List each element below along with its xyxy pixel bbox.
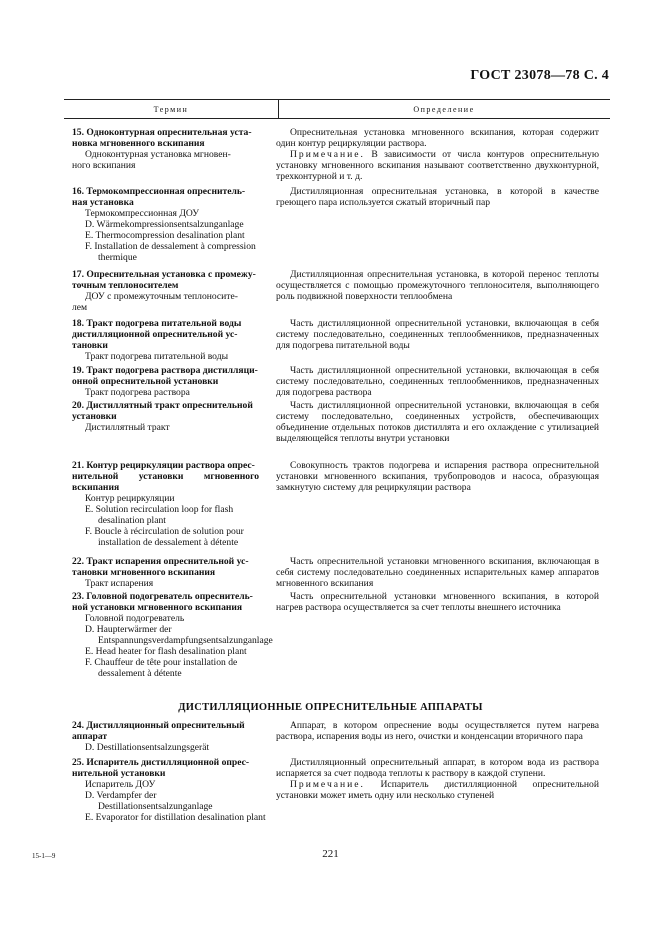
term-title: 17. Опреснительная установка с промежу- <box>72 269 256 280</box>
term-title: 22. Тракт испарения опреснительной ус- <box>72 556 249 567</box>
page-number: 221 <box>322 848 339 860</box>
definition-18 <box>276 318 599 351</box>
term-synonym: Дистиллятный тракт <box>85 422 170 433</box>
note-text: В зависимости от числа контуров опреснительную установку мгновенного вскипания называют соответственно двухконтурной, трехконтурной и т. д. <box>276 149 599 182</box>
term-title: тановки <box>72 340 108 351</box>
note-label: Примечание. <box>290 779 365 790</box>
term-title: 21. Контур рециркуляции раствора опрес- <box>72 460 255 471</box>
term-en: E. Head heater for flash desalination plant <box>85 646 247 657</box>
definition-text: Совокупность трактов подогрева и испарения раствора опреснительной установки мгновенного вскипания, трубопроводов и насоса, образующая замкнутую систему для рециркуляции раствора <box>276 460 599 493</box>
term-title: ная установка <box>72 197 134 208</box>
term-24 <box>72 720 272 753</box>
term-synonym: Тракт подогрева питательной воды <box>85 351 229 362</box>
definition-text: Часть дистилляционной опреснительной установки, включающая в себя систему последовательно, соединенных теплообменников, предназначенных для подогрева питательной воды <box>276 318 599 351</box>
term-20 <box>72 400 272 433</box>
definition-text: Часть дистилляционной опреснительной установки, включающая в себя систему последовательно, соединенных теплообменников, предназначенных для подогрева раствора <box>276 365 599 398</box>
definition-text: Дистилляционный опреснительный аппарат, в котором вода из раствора испаряется за счет подвода теплоты к раствору в каждой ступени. <box>276 757 599 779</box>
definition-text: Часть опреснительной установки мгновенного вскипания, включающая в себя систему последовательно соединенных испарительных камер аппаратов мгновенного вскипания <box>276 556 599 589</box>
column-header-term: Термин <box>153 105 189 114</box>
term-de: D. Verdampfer der Destillationsentsalzunganlage <box>85 790 213 812</box>
term-16 <box>72 186 272 263</box>
term-fr: F. Chauffeur de tête pour installation de dessalement à détente <box>85 657 238 679</box>
term-title: 15. Одноконтурная опреснительная уста- <box>72 127 252 138</box>
term-synonym: ного вскипания <box>72 160 136 171</box>
definition-15 <box>276 127 599 182</box>
term-en: E. Evaporator for distillation desalination plant <box>85 812 266 823</box>
term-title: дистилляционной опреснительной ус- <box>72 329 238 340</box>
term-title: 23. Головной подогреватель опреснитель- <box>72 591 253 602</box>
term-19 <box>72 365 272 398</box>
term-en: E. Solution recirculation loop for flash desalination plant <box>85 504 234 526</box>
term-en: E. Thermocompression desalination plant <box>85 230 245 241</box>
section-title: ДИСТИЛЛЯЦИОННЫЕ ОПРЕСНИТЕЛЬНЫЕ АППАРАТЫ <box>178 702 483 713</box>
term-title: 16. Термокомпрессионная опреснитель- <box>72 186 246 197</box>
term-fr: F. Boucle à récirculation de solution pour installation de dessalement à détente <box>85 526 244 548</box>
definition-21 <box>276 460 599 493</box>
term-title: вскипания <box>72 482 120 493</box>
term-title: онной опреснительной установки <box>72 376 219 387</box>
note-text: Испаритель дистилляционной опреснительной установки может иметь одну или несколько ступеней <box>276 779 599 801</box>
term-title: ной установки мгновенного вскипания <box>72 602 243 613</box>
definition-text: Опреснительная установка мгновенного вскипания, которая содержит один контур рециркуляции раствора. <box>276 127 599 149</box>
term-title: установки <box>72 411 117 422</box>
term-synonym: Головной подогреватель <box>85 613 185 624</box>
term-synonym: Тракт испарения <box>85 578 154 589</box>
definition-22 <box>276 556 599 589</box>
definition-text: Аппарат, в котором опреснение воды осуществляется путем нагрева раствора, испарения воды из него, очистки и конденсации вторичного пара <box>276 720 599 742</box>
term-synonym: Тракт подогрева раствора <box>85 387 190 398</box>
term-de: D. Haupterwärmer der Entspannungsverdampfungsentsalzunganlage <box>85 624 273 646</box>
term-title: 20. Дистиллятный тракт опреснительной <box>72 400 253 411</box>
note <box>276 779 599 801</box>
term-21 <box>72 460 272 548</box>
definition-text: Дистилляционная опреснительная установка, в которой перенос теплоты осуществляется с помощью промежуточного теплоносителя, выполняющего роль подвижной поверхности теплообмена <box>276 269 599 302</box>
definition-19 <box>276 365 599 398</box>
footer-code: 15-1—9 <box>32 852 56 860</box>
term-title: аппарат <box>72 731 108 742</box>
definition-16 <box>276 186 599 208</box>
term-title: 24. Дистилляционный опреснительный <box>72 720 245 731</box>
term-title: новка мгновенного вскипания <box>72 138 205 149</box>
term-title: тановки мгновенного вскипания <box>72 567 216 578</box>
term-de: D. Wärmekompressionsentsalzunganlage <box>85 219 244 230</box>
definition-17 <box>276 269 599 302</box>
definition-25 <box>276 757 599 801</box>
term-title: нительной установки <box>72 768 166 779</box>
term-fr: F. Installation de dessalement à compression thermique <box>85 241 256 263</box>
term-synonym: лем <box>72 302 88 313</box>
term-synonym: Одноконтурная установка мгновен- <box>85 149 231 160</box>
term-23 <box>72 591 272 679</box>
term-17 <box>72 269 272 313</box>
term-synonym: Термокомпрессионная ДОУ <box>85 208 200 219</box>
column-header-definition: Определение <box>413 105 475 114</box>
definition-text: Дистилляционная опреснительная установка, в которой в качестве греющего пара используется сжатый вторичный пар <box>276 186 599 208</box>
term-22 <box>72 556 272 589</box>
term-title: 19. Тракт подогрева раствора дистилляци- <box>72 365 258 376</box>
definition-23 <box>276 591 599 613</box>
table-header <box>64 99 610 119</box>
term-title: точным теплоносителем <box>72 280 179 291</box>
definition-24 <box>276 720 599 742</box>
note <box>276 149 599 182</box>
term-18 <box>72 318 272 362</box>
term-title: нительной установки мгновенного <box>72 471 260 482</box>
term-synonym: Контур рециркуляции <box>85 493 175 504</box>
term-de: D. Destillationsentsalzungsgerät <box>85 742 210 753</box>
term-title: 25. Испаритель дистилляционной опрес- <box>72 757 250 768</box>
term-15 <box>72 127 272 171</box>
term-synonym: ДОУ с промежуточным теплоносите- <box>85 291 238 302</box>
term-synonym: Испаритель ДОУ <box>85 779 156 790</box>
definition-20 <box>276 400 599 444</box>
document-header: ГОСТ 23078—78 С. 4 <box>470 68 609 83</box>
definition-text: Часть дистилляционной опреснительной установки, включающая в себя систему последовательно, соединенных устройств, обеспечивающих объединение отдельных потоков дистиллята и его охлаждение с утилизацией выделяющейся теплоты внутри установки <box>276 400 599 444</box>
term-25 <box>72 757 272 823</box>
definition-text: Часть опреснительной установки мгновенного вскипания, в которой нагрев раствора осуществляется за счет теплоты внешнего источника <box>276 591 599 613</box>
note-label: Примечание. <box>290 149 365 160</box>
term-title: 18. Тракт подогрева питательной воды <box>72 318 242 329</box>
